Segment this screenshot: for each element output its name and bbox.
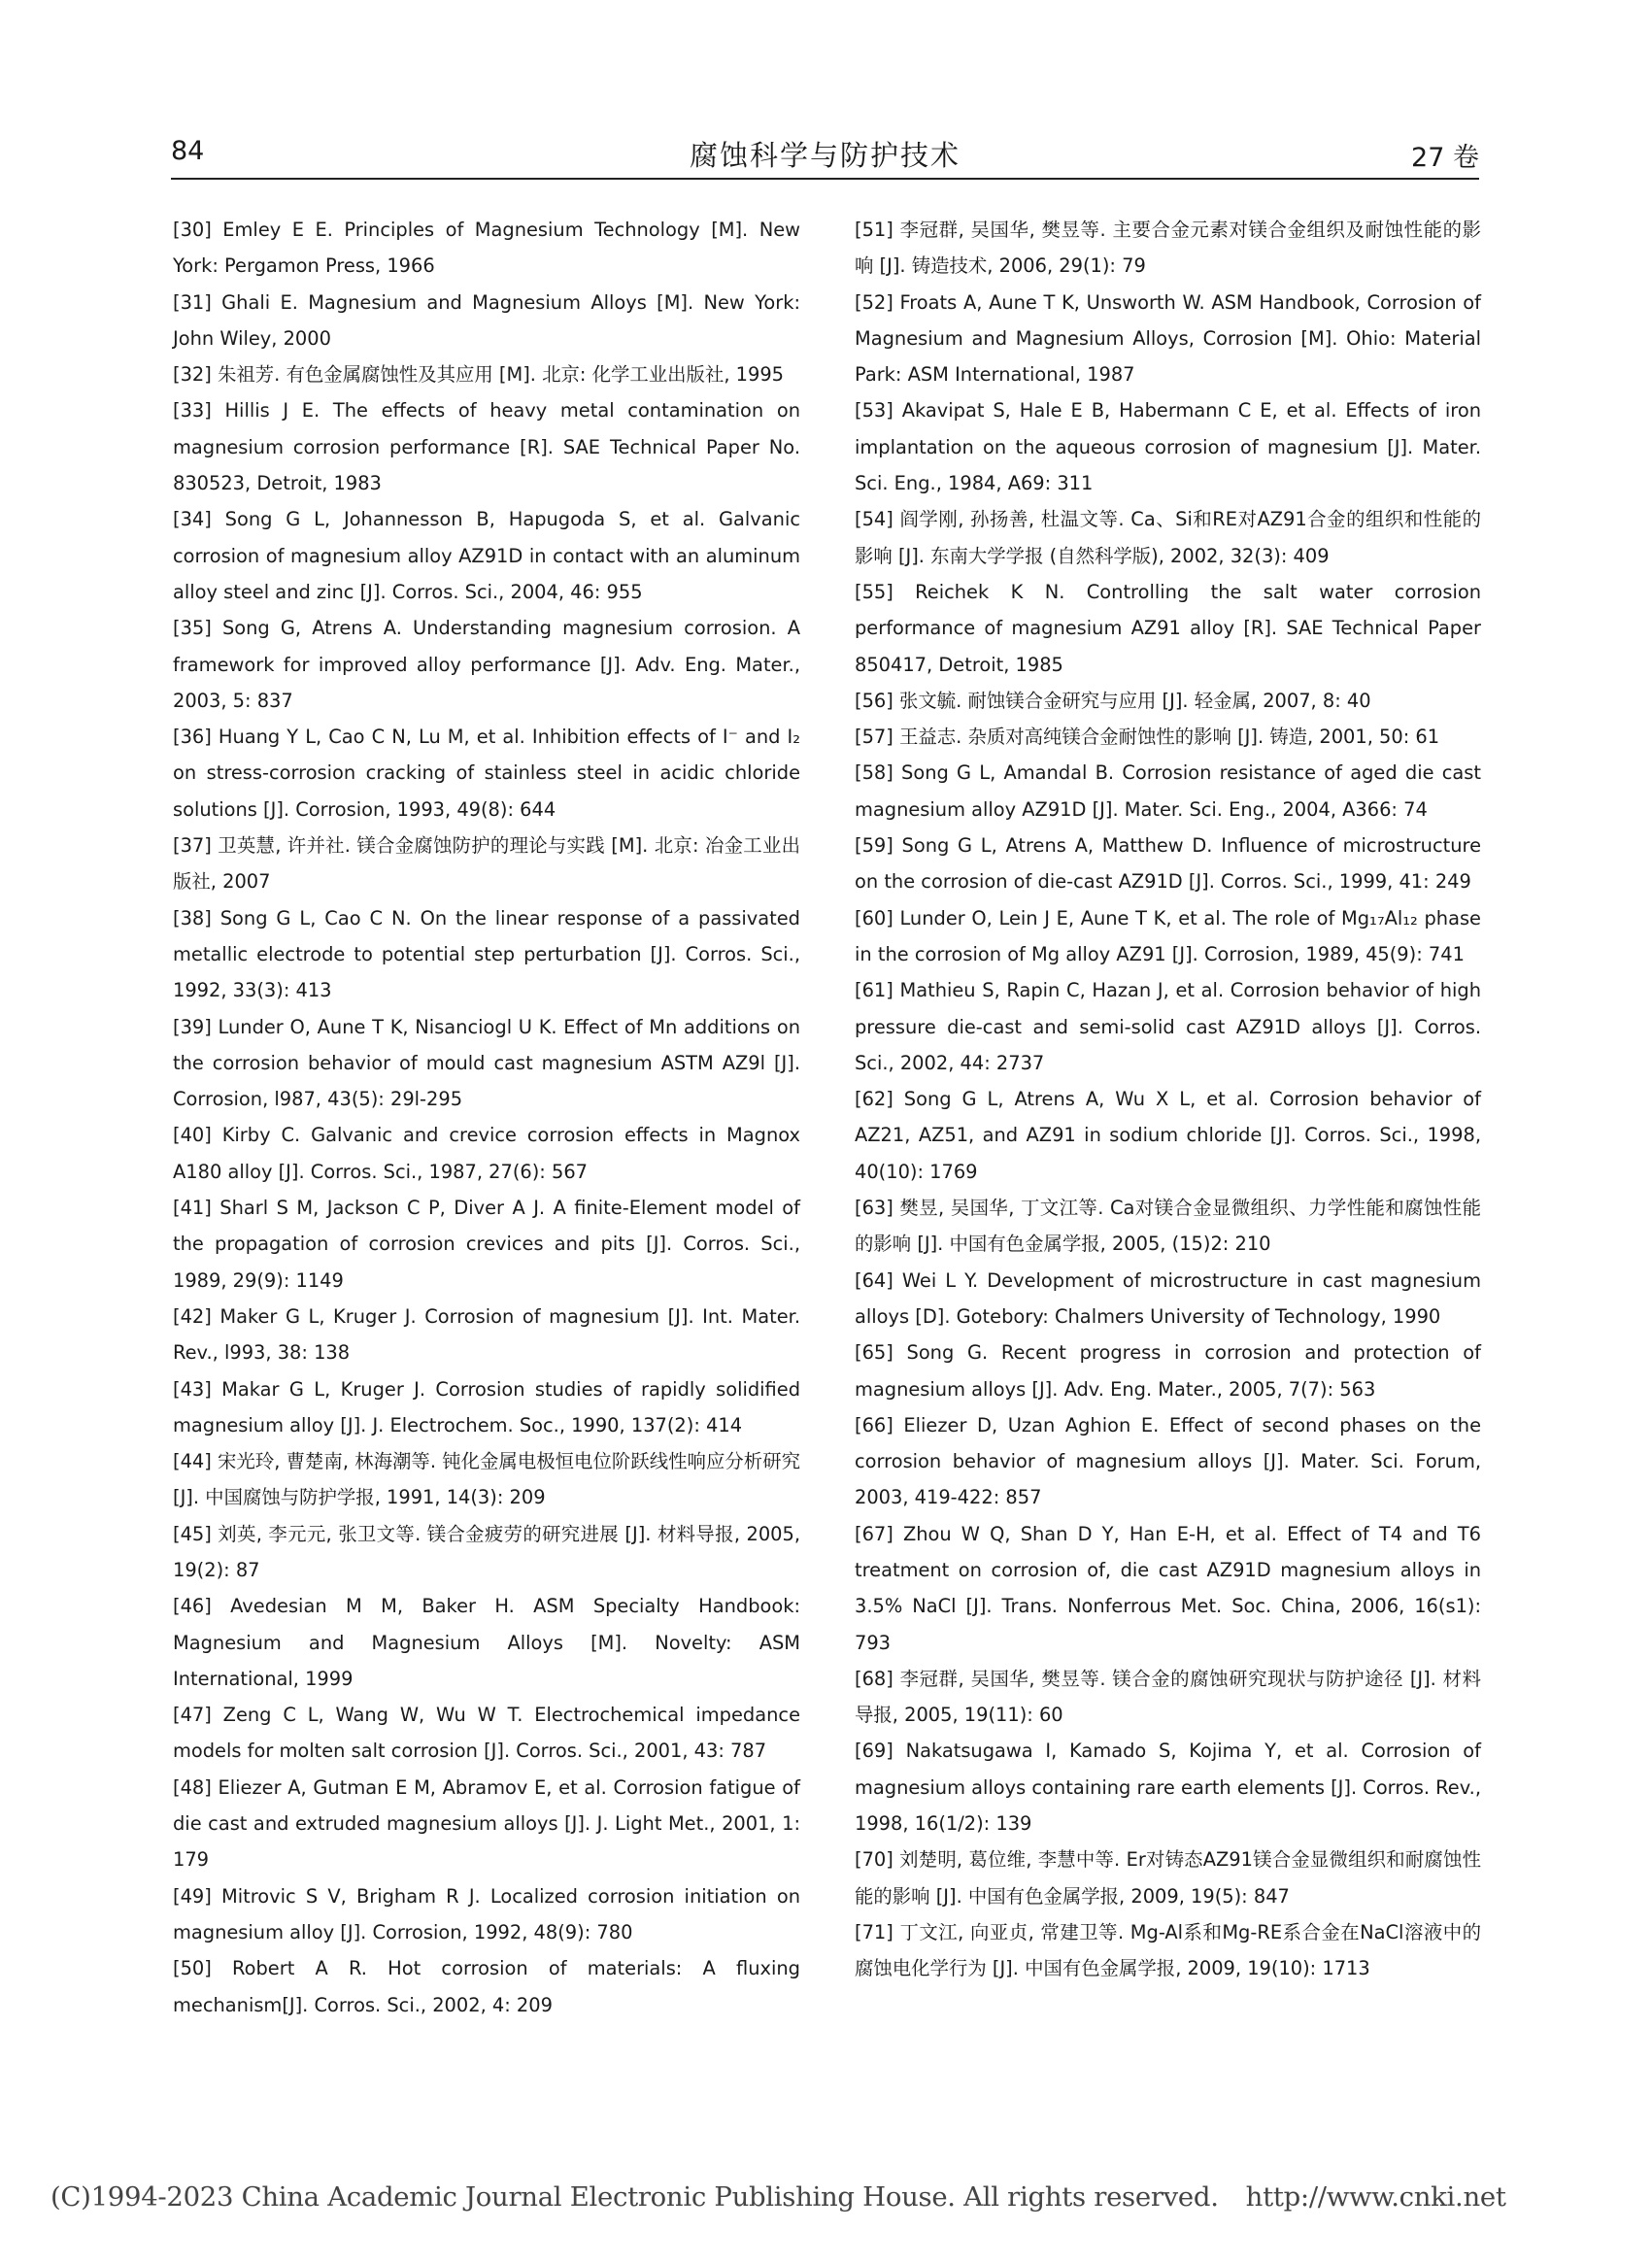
reference-item: [46] Avedesian M M, Baker H. ASM Specialty Handbook: Magnesium and Magnesium Alloys [M]. Novelty: ASM International, 1999 [173, 1595, 800, 1690]
reference-item: [65] Song G. Recent progress in corrosion and protection of magnesium alloys [J]. Adv. Eng. Mater., 2005, 7(7): 563 [855, 1341, 1481, 1401]
reference-item: [50] Robert A R. Hot corrosion of materials: A fluxing mechanism[J]. Corros. Sci., 2002, 4: 209 [173, 1957, 800, 2016]
page-number: 84 [171, 136, 205, 166]
reference-item: [66] Eliezer D, Uzan Aghion E. Effect of second phases on the corrosion behavior of magnesium alloys [J]. Mater. Sci. Forum, 2003, 419-422: 857 [855, 1413, 1481, 1509]
page-header [171, 130, 1479, 179]
volume-label: 27 卷 [1411, 143, 1479, 173]
reference-item: [69] Nakatsugawa I, Kamado S, Kojima Y, et al. Corrosion of magnesium alloys containing rare earth elements [J]. Corros. Rev., 1998, 16(1/2): 139 [855, 1740, 1481, 1836]
reference-item: [33] Hillis J E. The effects of heavy metal contamination on magnesium corrosion performance [R]. SAE Technical Paper No. 830523, Detroit, 1983 [173, 399, 800, 495]
reference-item: [53] Akavipat S, Hale E B, Habermann C E, et al. Effects of iron implantation on the aqueous corrosion of magnesium [J]. Mater. Sci. Eng., 1984, A69: 311 [855, 399, 1481, 495]
reference-item: [71] 丁文江, 向亚贞, 常建卫等. Mg-Al系和Mg-RE系合金在NaCl溶液中的腐蚀电化学行为 [J]. 中国有色金属学报, 2009, 19(10): 1713 [855, 1920, 1481, 1980]
reference-item: [34] Song G L, Johannesson B, Hapugoda S, et al. Galvanic corrosion of magnesium alloy AZ91D in contact with an aluminum alloy steel and zinc [J]. Corros. Sci., 2004, 46: 955 [173, 508, 800, 603]
reference-item: [41] Sharl S M, Jackson C P, Diver A J. A finite-Element model of the propagation of corrosion crevices and pits [J]. Corros. Sci., 1989, 29(9): 1149 [173, 1197, 800, 1292]
reference-item: [68] 李冠群, 吴国华, 樊昱等. 镁合金的腐蚀研究现状与防护途径 [J]. 材料导报, 2005, 19(11): 60 [855, 1667, 1481, 1727]
reference-item: [58] Song G L, Amandal B. Corrosion resistance of aged die cast magnesium alloy AZ91D [J]. Mater. Sci. Eng., 2004, A366: 74 [855, 761, 1481, 821]
reference-item: [31] Ghali E. Magnesium and Magnesium Alloys [M]. New York: John Wiley, 2000 [173, 290, 800, 350]
reference-item: [45] 刘英, 李元元, 张卫文等. 镁合金疲劳的研究进展 [J]. 材料导报, 2005, 19(2): 87 [173, 1522, 800, 1581]
reference-item: [37] 卫英慧, 许并社. 镁合金腐蚀防护的理论与实践 [M]. 北京: 冶金工业出版社, 2007 [173, 834, 800, 894]
copyright-notice: (C)1994-2023 China Academic Journal Electronic Publishing House. All rights reserved. [51, 2181, 1219, 2213]
reference-item: [52] Froats A, Aune T K, Unsworth W. ASM Handbook, Corrosion of Magnesium and Magnesium Alloys, Corrosion [M]. Ohio: Material Park: ASM International, 1987 [855, 290, 1481, 387]
reference-item: [35] Song G, Atrens A. Understanding magnesium corrosion. A framework for improved alloy performance [J]. Adv. Eng. Mater., 2003, 5: 837 [173, 617, 800, 712]
reference-item: [51] 李冠群, 吴国华, 樊昱等. 主要合金元素对镁合金组织及耐蚀性能的影响 [J]. 铸造技术, 2006, 29(1): 79 [855, 219, 1481, 278]
reference-item: [70] 刘楚明, 葛位维, 李慧中等. Er对铸态AZ91镁合金显微组织和耐腐蚀性能的影响 [J]. 中国有色金属学报, 2009, 19(5): 847 [855, 1848, 1481, 1908]
journal-title: 腐蚀科学与防护技术 [689, 139, 961, 172]
reference-column-right [855, 212, 1481, 1987]
reference-item: [67] Zhou W Q, Shan D Y, Han E-H, et al. Effect of T4 and T6 treatment on corrosion of, die cast AZ91D magnesium alloys in 3.5% NaCl [J]. Trans. Nonferrous Met. Soc. China, 2006, 16(s1): 793 [855, 1522, 1481, 1654]
page-footer [51, 2181, 1652, 2213]
reference-item: [39] Lunder O, Aune T K, Nisanciogl U K. Effect of Mn additions on the corrosion behavior of mould cast magnesium ASTM AZ9l [J]. Corrosion, l987, 43(5): 29l-295 [173, 1015, 800, 1111]
reference-item: [63] 樊昱, 吴国华, 丁文江等. Ca对镁合金显微组织、力学性能和腐蚀性能的影响 [J]. 中国有色金属学报, 2005, (15)2: 210 [855, 1197, 1481, 1256]
reference-item: [43] Makar G L, Kruger J. Corrosion studies of rapidly solidified magnesium alloy [J]. J. Electrochem. Soc., 1990, 137(2): 414 [173, 1377, 800, 1436]
reference-item: [48] Eliezer A, Gutman E M, Abramov E, et al. Corrosion fatigue of die cast and extruded magnesium alloys [J]. J. Light Met., 2001, 1: 179 [173, 1775, 800, 1872]
reference-item: [54] 阎学刚, 孙扬善, 杜温文等. Ca、Si和RE对AZ91合金的组织和性能的影响 [J]. 东南大学学报 (自然科学版), 2002, 32(3): 409 [855, 508, 1481, 567]
reference-item: [44] 宋光玲, 曹楚南, 林海潮等. 钝化金属电极恒电位阶跃线性响应分析研究 [J]. 中国腐蚀与防护学报, 1991, 14(3): 209 [173, 1450, 800, 1509]
reference-item: [38] Song G L, Cao C N. On the linear response of a passivated metallic electrode to potential step perturbation [J]. Corros. Sci., 1992, 33(3): 413 [173, 906, 800, 1002]
reference-item: [61] Mathieu S, Rapin C, Hazan J, et al. Corrosion behavior of high pressure die-cast and semi-solid cast AZ91D alloys [J]. Corros. Sci., 2002, 44: 2737 [855, 979, 1481, 1074]
reference-item: [62] Song G L, Atrens A, Wu X L, et al. Corrosion behavior of AZ21, AZ51, and AZ91 in sodium chloride [J]. Corros. Sci., 1998, 40(10): 1769 [855, 1088, 1481, 1183]
reference-item: [49] Mitrovic S V, Brigham R J. Localized corrosion initiation on magnesium alloy [J]. Corrosion, 1992, 48(9): 780 [173, 1884, 800, 1943]
reference-item: [30] Emley E E. Principles of Magnesium Technology [M]. New York: Pergamon Press, 1966 [173, 219, 800, 278]
reference-item: [36] Huang Y L, Cao C N, Lu M, et al. Inhibition effects of I⁻ and I₂ on stress-corrosion cracking of stainless steel in acidic chloride solutions [J]. Corrosion, 1993, 49(8): 644 [173, 726, 800, 821]
reference-column-left [173, 212, 800, 2023]
reference-item: [42] Maker G L, Kruger J. Corrosion of magnesium [J]. Int. Mater. Rev., l993, 38: 138 [173, 1304, 800, 1365]
reference-item: [55] Reichek K N. Controlling the salt water corrosion performance of magnesium AZ91 alloy [R]. SAE Technical Paper 850417, Detroit, 1985 [855, 580, 1481, 676]
reference-item: [57] 王益志. 杂质对高纯镁合金耐蚀性的影响 [J]. 铸造, 2001, 50: 61 [855, 726, 1440, 749]
reference-item: [40] Kirby C. Galvanic and crevice corrosion effects in Magnox A180 alloy [J]. Corros. Sci., 1987, 27(6): 567 [173, 1124, 800, 1183]
reference-item: [59] Song G L, Atrens A, Matthew D. Influence of microstructure on the corrosion of die-cast AZ91D [J]. Corros. Sci., 1999, 41: 249 [855, 834, 1481, 894]
reference-item: [56] 张文毓. 耐蚀镁合金研究与应用 [J]. 轻金属, 2007, 8: 40 [855, 689, 1371, 712]
reference-item: [64] Wei L Y. Development of microstructure in cast magnesium alloys [D]. Gotebory: Chalmers University of Technology, 1990 [855, 1268, 1481, 1328]
reference-item: [32] 朱祖芳. 有色金属腐蚀性及其应用 [M]. 北京: 化学工业出版社, 1995 [173, 363, 785, 387]
reference-item: [47] Zeng C L, Wang W, Wu W T. Electrochemical impedance models for molten salt corrosion [J]. Corros. Sci., 2001, 43: 787 [173, 1704, 800, 1763]
footer-url[interactable]: http://www.cnki.net [1245, 2181, 1506, 2213]
reference-item: [60] Lunder O, Lein J E, Aune T K, et al. The role of Mg₁₇Al₁₂ phase in the corrosion of Mg alloy AZ91 [J]. Corrosion, 1989, 45(9): 741 [855, 906, 1481, 965]
header-rule [171, 178, 1479, 180]
